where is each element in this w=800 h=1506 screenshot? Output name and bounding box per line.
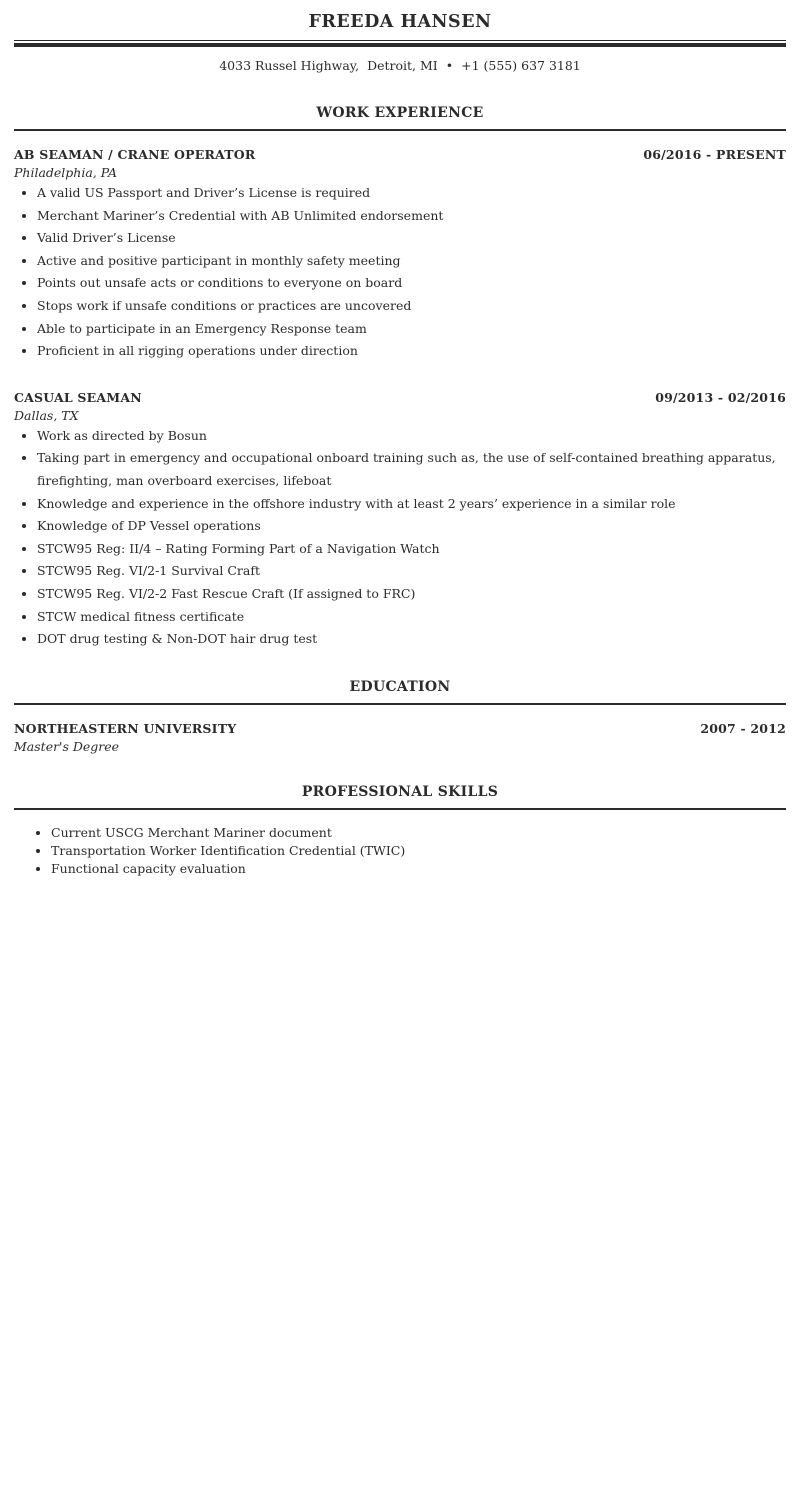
job-bullets (14, 182, 786, 363)
job-dates: 09/2013 - 02/2016 (655, 389, 786, 405)
list-item: • STCW95 Reg. VI/2-1 Survival Craft (37, 560, 786, 583)
contact-line (14, 58, 786, 76)
list-item: • Able to participate in an Emergency Response team (37, 318, 786, 341)
job-role: CASUAL SEAMAN (14, 389, 142, 405)
work-section-title: WORK EXPERIENCE (316, 105, 484, 121)
list-item: • STCW medical fitness certificate (37, 606, 786, 629)
list-item: • Merchant Mariner’s Credential with AB Unlimited endorsement (37, 205, 786, 228)
education-section-rule (14, 703, 786, 705)
skills-section-title: PROFESSIONAL SKILLS (301, 783, 499, 800)
job-role: AB SEAMAN / CRANE OPERATOR (14, 147, 256, 162)
skills-list (14, 824, 786, 878)
school-name: NORTHEASTERN UNIVERSITY (14, 720, 237, 736)
list-item: • Knowledge and experience in the offshore industry with at least 2 years’ experience in a similar role (37, 493, 786, 516)
header-rule-thick (14, 43, 786, 47)
work-section-rule (14, 129, 786, 131)
list-item: • Points out unsafe acts or conditions to everyone on board (37, 272, 786, 295)
contact-phone: +1 (555) 637 3181 (461, 58, 581, 73)
skills-section-rule (14, 808, 786, 810)
resume-page (14, 0, 786, 878)
work-section (14, 103, 786, 651)
list-item: • Active and positive participant in monthly safety meeting (37, 250, 786, 273)
skills-section (14, 782, 786, 878)
education-section (14, 677, 786, 756)
contact-separator: • (445, 58, 454, 73)
job-dates: 06/2016 - PRESENT (643, 147, 786, 162)
list-item: • STCW95 Reg: II/4 – Rating Forming Part of a Navigation Watch (37, 538, 786, 561)
list-item: • STCW95 Reg. VI/2-2 Fast Rescue Craft (If assigned to FRC) (37, 583, 786, 606)
education-section-title: EDUCATION (349, 678, 451, 695)
candidate-name: FREEDA HANSEN (308, 12, 492, 32)
list-item: • Stops work if unsafe conditions or practices are uncovered (37, 295, 786, 318)
list-item: • Work as directed by Bosun (37, 425, 786, 448)
education-entry (14, 720, 786, 756)
job-bullets (14, 425, 786, 651)
header-rule-thin (14, 40, 786, 41)
degree: Master's Degree (14, 738, 120, 754)
list-item: • Taking part in emergency and occupational onboard training such as, the use of self-contained breathing apparatus, firefighting, man overboard exercises, lifeboat (37, 447, 786, 492)
list-item: • Functional capacity evaluation (51, 860, 786, 878)
job-entry (14, 389, 786, 651)
list-item: • Valid Driver’s License (37, 227, 786, 250)
list-item: • Current USCG Merchant Mariner document (51, 824, 786, 842)
education-dates: 2007 - 2012 (700, 720, 786, 736)
job-location: Dallas, TX (14, 407, 79, 423)
list-item: • Proficient in all rigging operations under direction (37, 340, 786, 363)
list-item: • Knowledge of DP Vessel operations (37, 515, 786, 538)
job-location: Philadelphia, PA (14, 165, 118, 180)
job-entry (14, 146, 786, 363)
list-item: • DOT drug testing & Non-DOT hair drug test (37, 628, 786, 651)
list-item: • Transportation Worker Identification Credential (TWIC) (51, 842, 786, 860)
contact-address: 4033 Russel Highway, Detroit, MI (219, 58, 438, 73)
list-item: • A valid US Passport and Driver’s License is required (37, 182, 786, 205)
